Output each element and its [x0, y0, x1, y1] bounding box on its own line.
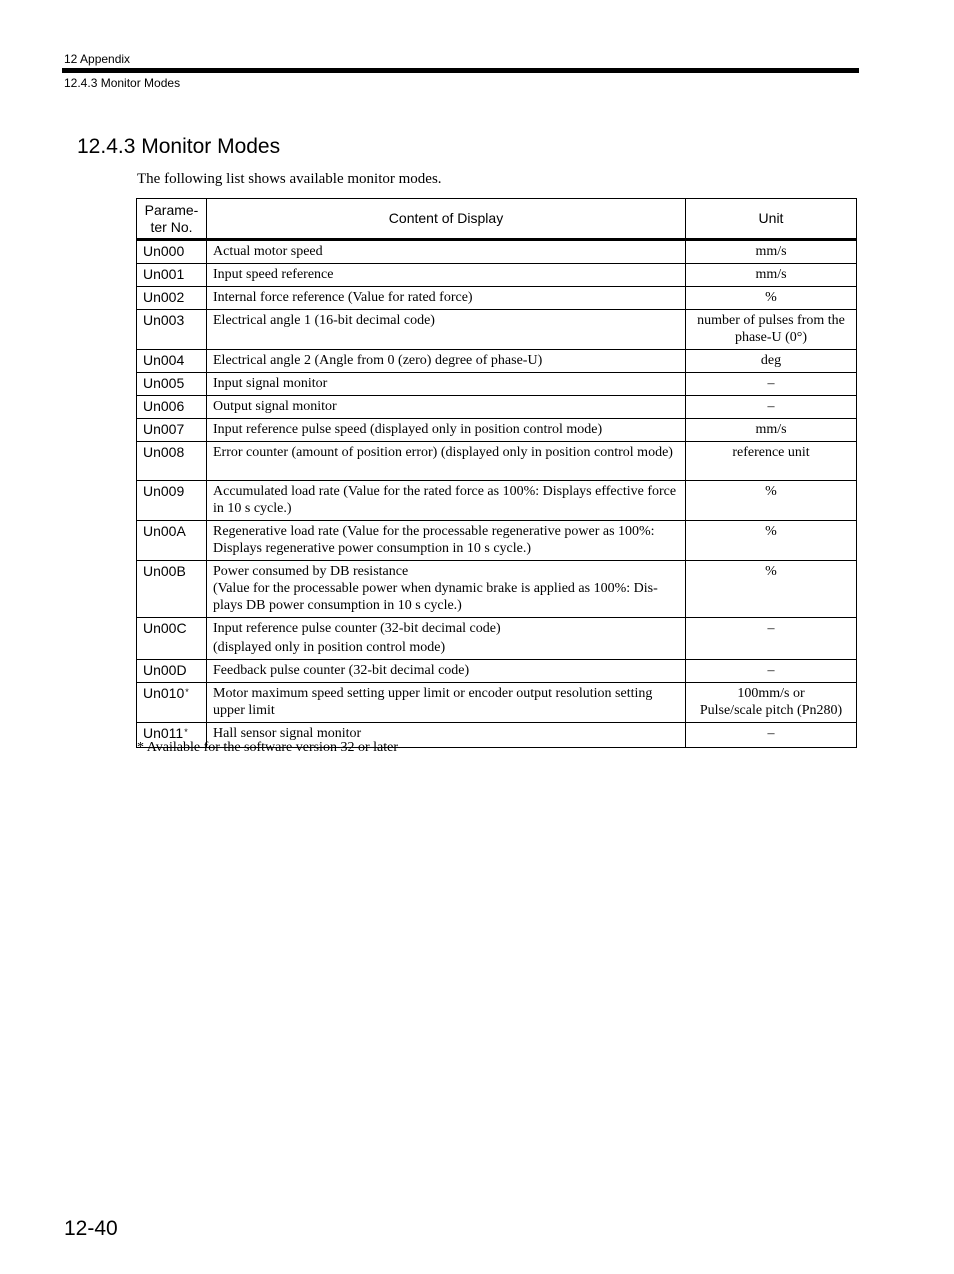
param-number: Un002 [143, 289, 185, 305]
param-number-cell [137, 240, 207, 264]
unit-text: – [767, 663, 775, 678]
content-text: Electrical angle 2 (Angle from 0 (zero) degree of phase-U) [213, 353, 543, 368]
unit-cell [686, 442, 857, 481]
content-cell [207, 350, 686, 373]
unit-text: % [765, 564, 777, 579]
content-text-continued: (displayed only in position control mode) [213, 640, 446, 655]
param-number-cell [137, 660, 207, 683]
unit-text: % [765, 484, 777, 499]
content-text: Motor maximum speed setting upper limit or encoder output resolution setting upper limit [213, 686, 653, 718]
unit-cell [686, 396, 857, 419]
param-number-cell [137, 264, 207, 287]
unit-cell [686, 521, 857, 561]
param-number: Un008 [143, 444, 185, 460]
table-header-row [137, 199, 857, 240]
table-row [137, 310, 857, 350]
param-number-cell [137, 287, 207, 310]
table-row [137, 419, 857, 442]
content-cell [207, 481, 686, 521]
param-number: Un009 [143, 483, 185, 499]
param-number-cell [137, 419, 207, 442]
table-row [137, 396, 857, 419]
running-header-section: 12.4.3 Monitor Modes [64, 76, 181, 90]
param-number-cell [137, 310, 207, 350]
unit-cell [686, 660, 857, 683]
footnote-mark: * [185, 687, 189, 697]
unit-text: reference unit [732, 445, 810, 460]
param-number: Un011 [143, 725, 184, 741]
running-header-chapter: 12 Appendix [64, 52, 131, 66]
unit-text: deg [760, 353, 782, 368]
content-cell [207, 240, 686, 264]
param-number: Un005 [143, 375, 185, 391]
param-number: Un000 [143, 243, 185, 259]
table-row [137, 442, 857, 481]
param-number: Un00A [143, 523, 186, 539]
content-text: Internal force reference (Value for rated force) [213, 290, 473, 305]
content-text: Input signal monitor [213, 376, 328, 391]
param-number: Un00C [143, 620, 187, 636]
intro-paragraph: The following list shows available monitor modes. [137, 171, 442, 187]
table-row [137, 264, 857, 287]
unit-text: – [767, 376, 775, 391]
unit-cell [686, 240, 857, 264]
unit-cell [686, 481, 857, 521]
content-text: Output signal monitor [213, 399, 337, 414]
unit-text: 100mm/s or [737, 686, 805, 701]
table-row [137, 240, 857, 264]
param-number: Un003 [143, 312, 185, 328]
param-number-cell [137, 350, 207, 373]
unit-cell [686, 683, 857, 723]
unit-cell [686, 419, 857, 442]
unit-cell [686, 723, 857, 748]
table-row [137, 481, 857, 521]
content-cell [207, 660, 686, 683]
content-cell [207, 618, 686, 660]
table-row [137, 683, 857, 723]
content-text: Power consumed by DB resistance [213, 564, 409, 579]
param-number-cell [137, 521, 207, 561]
content-cell [207, 683, 686, 723]
monitor-modes-table [136, 198, 857, 748]
table-row [137, 350, 857, 373]
unit-text: mm/s [755, 422, 787, 437]
footnote-mark: * [184, 727, 188, 737]
unit-cell [686, 264, 857, 287]
unit-text: mm/s [755, 267, 787, 282]
content-text-continued: (Value for the processable power when dynamic brake is applied as 100%: Dis-plays DB power consumption in 10 s cycle.) [213, 581, 658, 613]
unit-cell [686, 350, 857, 373]
param-number-cell [137, 373, 207, 396]
header-unit: Unit [686, 199, 857, 240]
table-row [137, 521, 857, 561]
content-cell [207, 442, 686, 481]
unit-text: % [765, 290, 777, 305]
param-number-cell [137, 683, 207, 723]
content-cell [207, 561, 686, 618]
param-number: Un00D [143, 662, 187, 678]
unit-cell [686, 310, 857, 350]
param-number: Un001 [143, 266, 185, 282]
param-number-cell [137, 561, 207, 618]
section-title: 12.4.3 Monitor Modes [77, 135, 281, 158]
content-text: Input reference pulse speed (displayed only in position control mode) [213, 422, 603, 437]
unit-text: mm/s [755, 244, 787, 259]
content-cell [207, 373, 686, 396]
unit-cell [686, 373, 857, 396]
unit-text: – [767, 399, 775, 414]
content-cell [207, 264, 686, 287]
param-number: Un010 [143, 685, 185, 701]
content-text: Regenerative load rate (Value for the processable regenerative power as 100%: Displays regenerative power consumption in 10 s cycle.) [213, 524, 655, 556]
unit-text: % [765, 524, 777, 539]
content-text: Actual motor speed [213, 244, 323, 259]
content-cell [207, 419, 686, 442]
unit-cell [686, 618, 857, 660]
table-row [137, 660, 857, 683]
param-number: Un006 [143, 398, 185, 414]
param-number-cell [137, 618, 207, 660]
unit-cell [686, 287, 857, 310]
table-row [137, 561, 857, 618]
content-text: Input speed reference [213, 267, 334, 282]
content-text: Input reference pulse counter (32-bit decimal code) [213, 621, 501, 636]
param-number-cell [137, 481, 207, 521]
param-number: Un004 [143, 352, 185, 368]
unit-text: – [767, 621, 775, 636]
footnote: * Available for the software version 32 or later [137, 740, 398, 755]
table-row [137, 373, 857, 396]
content-text: Accumulated load rate (Value for the rated force as 100%: Displays effective force in 10 s cycle.) [213, 484, 677, 516]
table-row [137, 618, 857, 660]
content-text: Hall sensor signal monitor [213, 726, 362, 741]
content-cell [207, 287, 686, 310]
param-number-cell [137, 396, 207, 419]
content-cell [207, 310, 686, 350]
page-number: 12-40 [64, 1217, 118, 1240]
unit-text: number of pulses from the phase-U (0°) [697, 313, 845, 345]
content-text: Electrical angle 1 (16-bit decimal code) [213, 313, 435, 328]
unit-cell [686, 561, 857, 618]
unit-text-continued: Pulse/scale pitch (Pn280) [699, 703, 843, 718]
header-rule [62, 68, 859, 73]
header-param-no: Parame- ter No. [137, 199, 207, 240]
table-row [137, 287, 857, 310]
param-number-cell [137, 442, 207, 481]
content-cell [207, 396, 686, 419]
unit-text: – [767, 726, 775, 741]
param-number: Un00B [143, 563, 186, 579]
header-content: Content of Display [207, 199, 686, 240]
content-text: Error counter (amount of position error) (displayed only in position control mode) [213, 445, 673, 460]
content-cell [207, 521, 686, 561]
content-text: Feedback pulse counter (32-bit decimal code) [213, 663, 470, 678]
param-number: Un007 [143, 421, 185, 437]
